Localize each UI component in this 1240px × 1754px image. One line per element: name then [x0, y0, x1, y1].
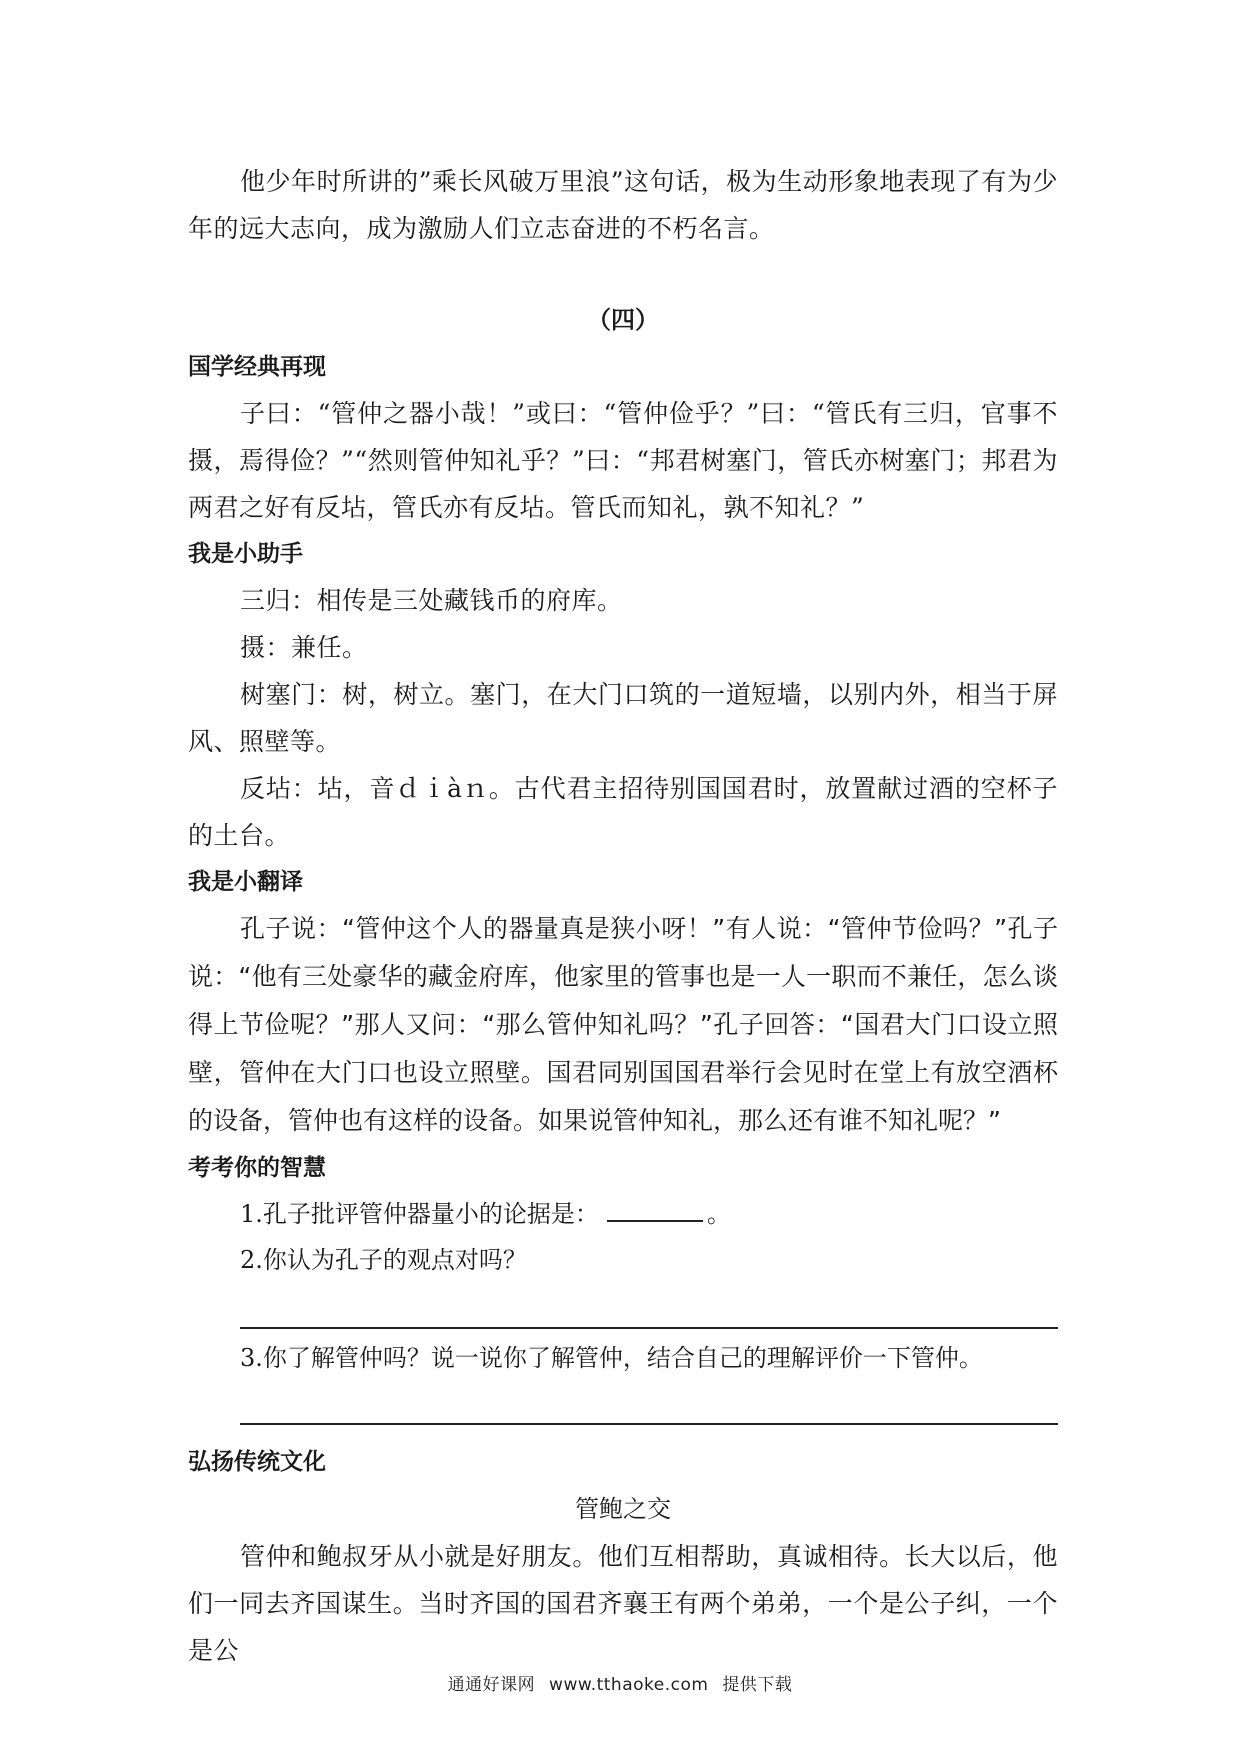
- footer-site-name: 通通好课网: [447, 1675, 536, 1695]
- translate-text: 孔子说：“管仲这个人的器量真是狭小呀！”有人说：“管仲节俭吗？”孔子说：“他有三处豪华的藏金府库，他家里的管事也是一人一职而不兼任，怎么谈得上节俭呢？”那人又问：“那么管仲知礼吗？”孔子回答：“国君大门口设立照壁，管仲在大门口也设立照壁。国君同别国国君举行会见时在堂上有放空酒杯的设备，管仲也有这样的设备。如果说管仲知礼，那么还有谁不知礼呢？”: [188, 914, 1058, 1135]
- helper-item-fandian: 反坫：坫，音ｄｉàｎ。古代君主招待别国国君时，放置献过酒的空杯子的土台。: [188, 774, 1058, 850]
- quiz-question-1-text: 1.孔子批评管仲器量小的论据是：: [240, 1200, 599, 1228]
- footer-note: 提供下载: [722, 1675, 793, 1695]
- quiz-question-1-end: 。: [706, 1200, 731, 1228]
- culture-heading: 弘扬传统文化: [188, 1449, 326, 1475]
- quiz-question-3: 3.你了解管仲吗？说一说你了解管仲，结合自己的理解评价一下管仲。: [240, 1344, 983, 1372]
- story-title: 管鲍之交: [575, 1495, 671, 1523]
- quiz-question-1: [188, 1191, 1058, 1237]
- helper-heading: 我是小助手: [188, 541, 303, 567]
- classic-heading: 国学经典再现: [188, 354, 326, 380]
- classic-text: 子曰：“管仲之器小哉！”或曰：“管仲俭乎？”曰：“管氏有三归，官事不摄，焉得俭？”“然则管仲知礼乎？”曰：“邦君树塞门，管氏亦树塞门；邦君为两君之好有反坫，管氏亦有反坫。管氏而知礼，孰不知礼？”: [188, 399, 1058, 522]
- intro-paragraph: 他少年时所讲的”乘长风破万里浪”这句话，极为生动形象地表现了有为少年的远大志向，成为激励人们立志奋进的不朽名言。: [188, 167, 1058, 243]
- page-content: [188, 158, 1058, 1674]
- helper-item-she: 摄：兼任。: [240, 633, 368, 662]
- section-number: （四）: [587, 306, 659, 334]
- quiz-heading: 考考你的智慧: [188, 1155, 326, 1181]
- helper-item-shusaimen: 树塞门：树，树立。塞门，在大门口筑的一道短墙，以别内外，相当于屏风、照壁等。: [188, 680, 1058, 756]
- story-text: 管仲和鲍叔牙从小就是好朋友。他们互相帮助，真诚相待。长大以后，他们一同去齐国谋生。当时齐国的国君齐襄王有两个弟弟，一个是公子纠，一个是公: [188, 1542, 1058, 1665]
- quiz-question-2: 2.你认为孔子的观点对吗？: [240, 1246, 527, 1274]
- footer-url: www.tthaoke.com: [549, 1675, 709, 1695]
- quiz-question-1-blank[interactable]: [607, 1194, 703, 1222]
- helper-item-sangui: 三归：相传是三处藏钱币的府库。: [240, 586, 623, 615]
- quiz-answer-line-2[interactable]: [240, 1283, 1058, 1329]
- translate-heading: 我是小翻译: [188, 869, 303, 895]
- quiz-answer-line-3[interactable]: [240, 1381, 1058, 1425]
- page-footer: [0, 1670, 1240, 1695]
